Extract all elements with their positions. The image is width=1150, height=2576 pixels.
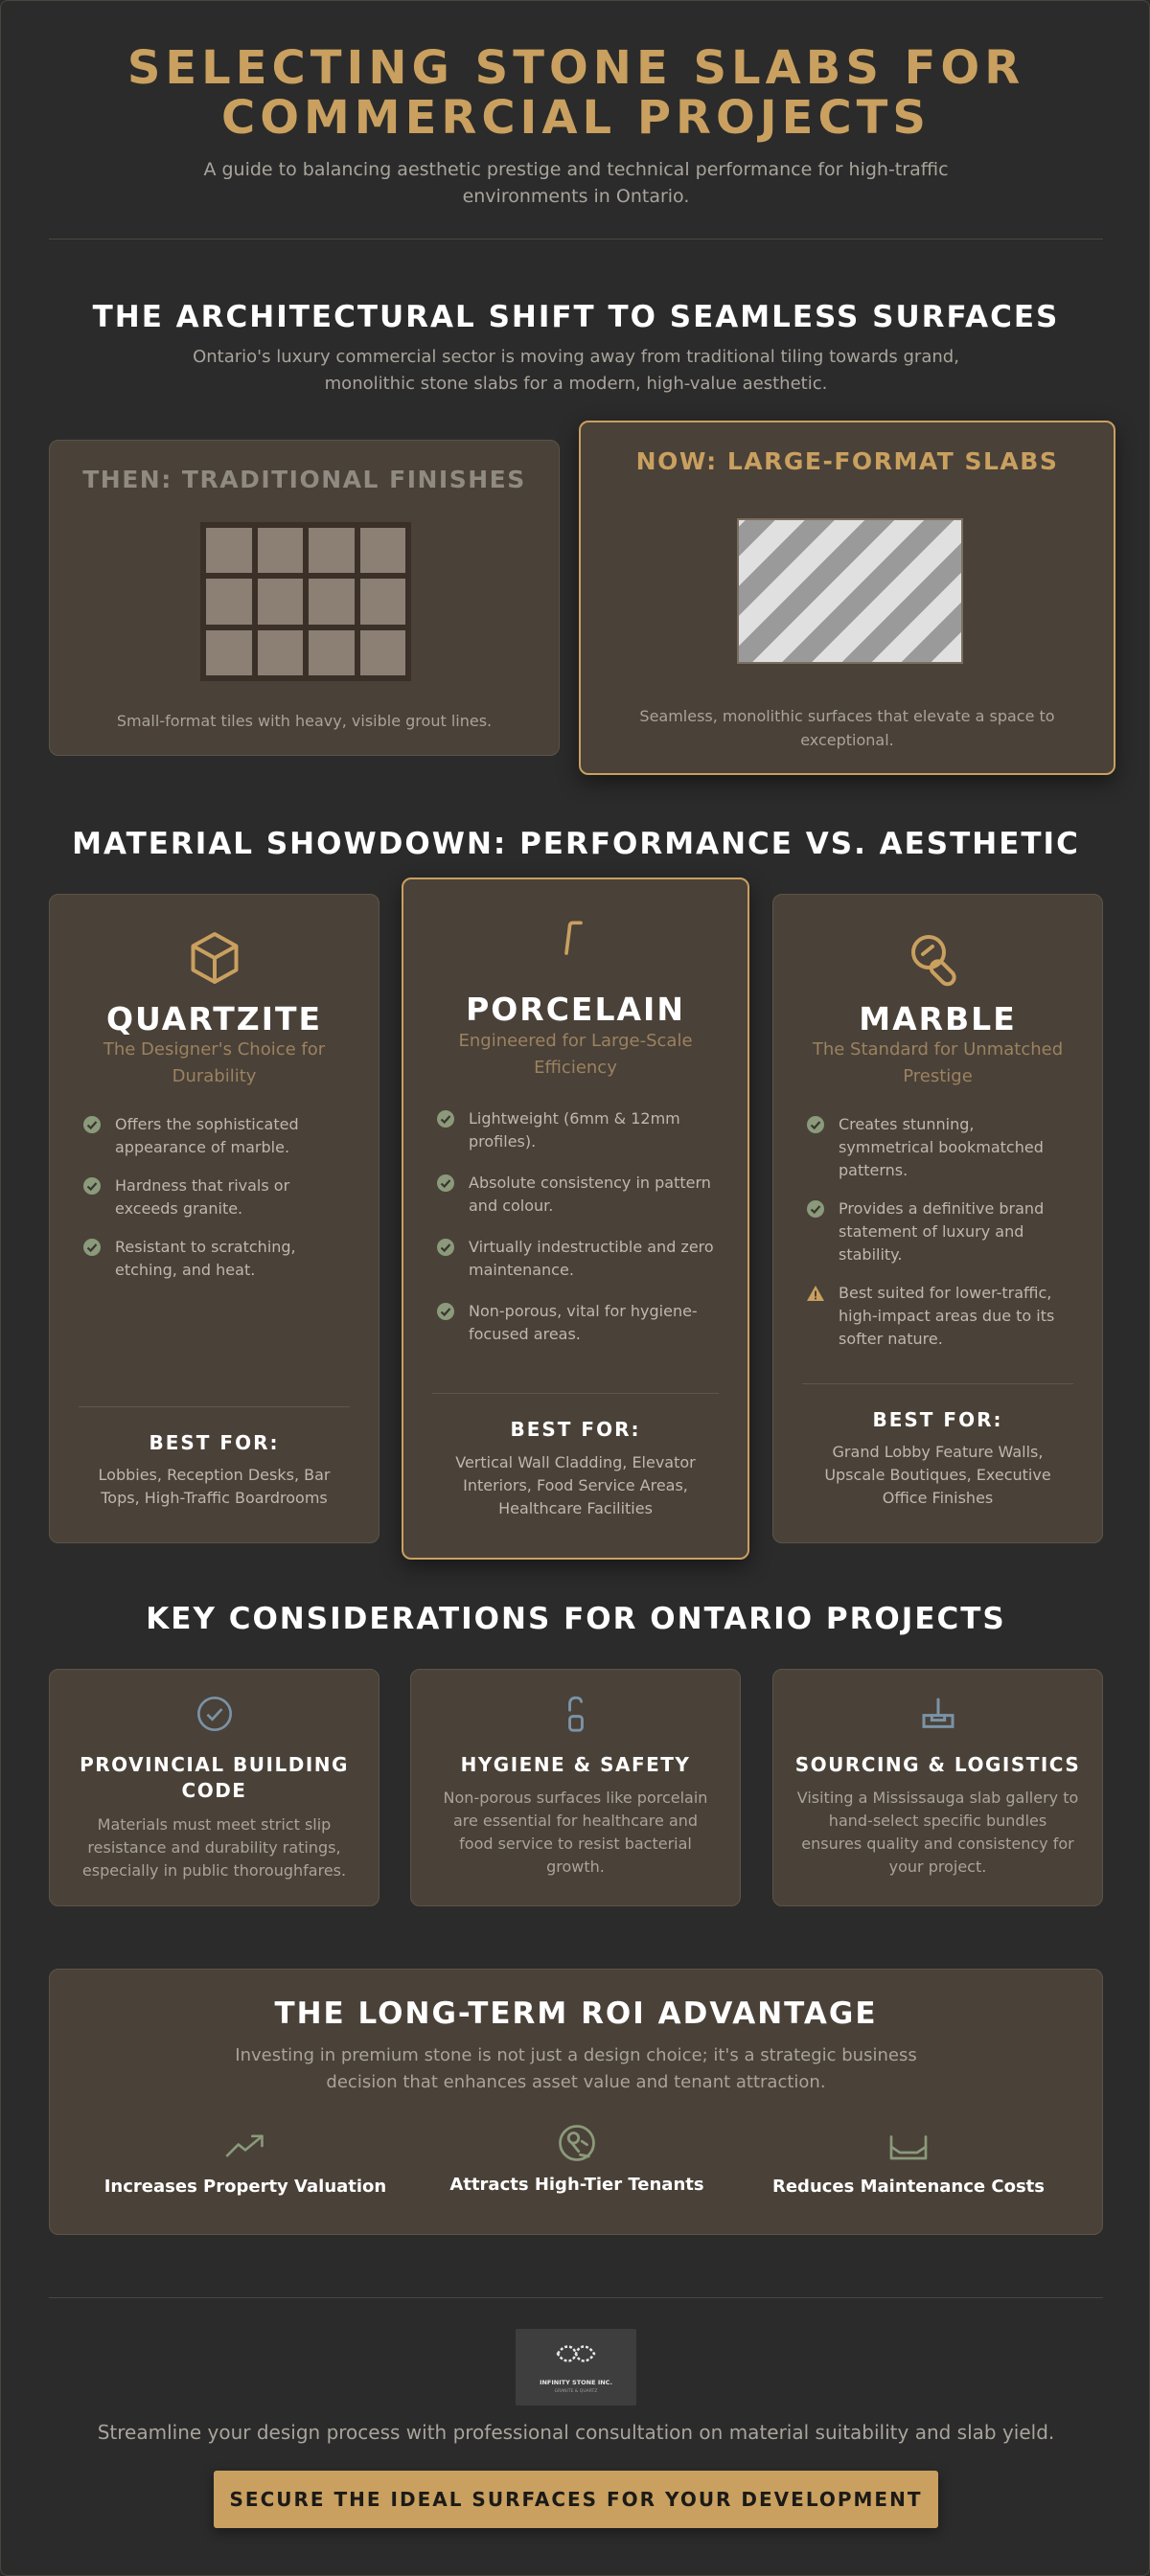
company-logo — [516, 2329, 636, 2405]
material-name: QUARTZITE — [105, 1000, 323, 1037]
check-icon — [82, 1176, 102, 1196]
material-tagline: The Designer's Choice for Durability — [103, 1039, 326, 1086]
check-icon — [436, 1174, 455, 1193]
shift-subtitle: Ontario's luxury commercial sector is moving away from traditional tiling towards grand, monolithic stone slabs for a modern, high-value aesthetic. — [193, 347, 959, 394]
consideration-title: SOURCING & LOGISTICS — [794, 1753, 1081, 1776]
feature-item: Resistant to scratching, etching, and heat. — [82, 1236, 350, 1282]
now-caption: Seamless, monolithic surfaces that elevate a space to exceptional. — [639, 707, 1055, 749]
then-caption: Small-format tiles with heavy, visible grout lines. — [116, 712, 493, 730]
now-title: NOW: LARGE-FORMAT SLABS — [635, 447, 1059, 475]
best-for-text: Grand Lobby Feature Walls, Upscale Boutiques, Executive Office Finishes — [824, 1443, 1051, 1507]
consideration-title: HYGIENE & SAFETY — [460, 1753, 691, 1776]
feature-item: Provides a definitive brand statement of luxury and stability. — [806, 1197, 1073, 1266]
roi-label: Attracts High-Tier Tenants — [449, 2175, 704, 2195]
roi-title: THE LONG-TERM ROI ADVANTAGE — [274, 1996, 878, 2031]
lock-icon — [411, 1695, 740, 1735]
roi-item-tenants — [414, 2123, 740, 2195]
consideration-text: Materials must meet strict slip resistance and durability ratings, especially in public thoroughfares. — [81, 1815, 347, 1880]
slab-illustration — [737, 518, 963, 664]
considerations-title: KEY CONSIDERATIONS FOR ONTARIO PROJECTS — [146, 1602, 1006, 1636]
svg-text:INFINITY STONE INC.: INFINITY STONE INC. — [540, 2379, 612, 2386]
showdown-title: MATERIAL SHOWDOWN: PERFORMANCE VS. AESTHETIC — [72, 827, 1080, 861]
best-for-text: Vertical Wall Cladding, Elevator Interiors, Food Service Areas, Healthcare Facilities — [455, 1453, 696, 1517]
check-icon — [82, 1115, 102, 1134]
then-title: THEN: TRADITIONAL FINISHES — [82, 466, 526, 493]
now-card — [579, 421, 1116, 775]
feature-item: Best suited for lower-traffic, high-impact areas due to its softer nature. — [806, 1282, 1073, 1351]
material-tagline: Engineered for Large-Scale Efficiency — [458, 1031, 693, 1078]
check-icon — [436, 1109, 455, 1128]
roi-subtitle: Investing in premium stone is not just a design choice; it's a strategic business decision that enhances asset value and tenant attraction. — [235, 2045, 917, 2092]
check-icon — [436, 1238, 455, 1257]
footer-text: Streamline your design process with professional consultation on material suitability and slab yield. — [97, 2421, 1055, 2444]
material-name: MARBLE — [859, 1000, 1017, 1037]
roi-item-maintenance — [746, 2132, 1071, 2197]
cube-icon — [50, 929, 379, 987]
roi-label: Reduces Maintenance Costs — [771, 2177, 1045, 2197]
warning-icon — [806, 1284, 825, 1303]
consideration-text: Visiting a Mississauga slab gallery to hand-select specific bundles ensures quality and consistency for your project. — [796, 1789, 1079, 1876]
tenant-icon — [557, 2123, 597, 2163]
magnifier-icon — [773, 931, 1102, 989]
trend-up-icon — [224, 2131, 266, 2161]
best-for-label: BEST FOR: — [149, 1431, 280, 1454]
check-icon — [436, 1302, 455, 1321]
roi-label: Increases Property Valuation — [104, 2177, 387, 2197]
roi-panel — [49, 1969, 1103, 2235]
feature-item: Virtually indestructible and zero maintenance. — [436, 1236, 719, 1282]
check-icon — [82, 1238, 102, 1257]
best-for-label: BEST FOR: — [510, 1418, 641, 1441]
svg-text:GRANITE & QUARTZ: GRANITE & QUARTZ — [554, 2389, 598, 2394]
material-card-marble — [772, 894, 1103, 1543]
material-card-porcelain — [402, 878, 749, 1560]
shift-title: THE ARCHITECTURAL SHIFT TO SEAMLESS SURFACES — [92, 300, 1060, 334]
feature-item: Hardness that rivals or exceeds granite. — [82, 1174, 350, 1220]
material-tagline: The Standard for Unmatched Prestige — [812, 1039, 1064, 1086]
material-card-quartzite — [49, 894, 380, 1543]
feature-item: Lightweight (6mm & 12mm profiles). — [436, 1107, 719, 1153]
feature-item: Creates stunning, symmetrical bookmatched patterns. — [806, 1113, 1073, 1182]
best-for-label: BEST FOR: — [872, 1408, 1003, 1431]
infinity-logo-icon — [516, 2329, 636, 2405]
cta-button[interactable]: SECURE THE IDEAL SURFACES FOR YOUR DEVELOPMENT — [214, 2471, 938, 2528]
card-divider — [432, 1393, 719, 1394]
inbox-icon — [773, 1695, 1102, 1733]
consideration-text: Non-porous surfaces like porcelain are essential for healthcare and food service to resist bacterial growth. — [443, 1789, 708, 1876]
card-divider — [79, 1406, 350, 1407]
card-divider — [802, 1383, 1073, 1384]
tile-grid-illustration — [200, 522, 411, 681]
consideration-title: PROVINCIAL BUILDING CODE — [80, 1753, 349, 1802]
consideration-card-building-code — [49, 1669, 380, 1906]
check-icon — [806, 1199, 825, 1219]
consideration-card-hygiene — [410, 1669, 741, 1906]
then-card — [49, 440, 560, 756]
roi-item-valuation — [82, 2131, 408, 2197]
feature-item: Non-porous, vital for hygiene-focused areas. — [436, 1300, 719, 1346]
check-icon — [806, 1115, 825, 1134]
page-title: SELECTING STONE SLABS FOR COMMERCIAL PROJECTS — [126, 41, 1025, 145]
feature-item: Absolute consistency in pattern and colour. — [436, 1172, 719, 1218]
feature-item: Offers the sophisticated appearance of marble. — [82, 1113, 350, 1159]
tray-icon — [888, 2132, 929, 2161]
footer-divider — [49, 2297, 1103, 2298]
page-subtitle: A guide to balancing aesthetic prestige and technical performance for high-traffic environments in Ontario. — [203, 159, 949, 207]
check-circle-icon — [50, 1695, 379, 1733]
best-for-text: Lobbies, Reception Desks, Bar Tops, High-Traffic Boardrooms — [98, 1466, 331, 1507]
consideration-card-sourcing — [772, 1669, 1103, 1906]
material-name: PORCELAIN — [466, 991, 685, 1028]
bracket-icon — [403, 918, 748, 960]
